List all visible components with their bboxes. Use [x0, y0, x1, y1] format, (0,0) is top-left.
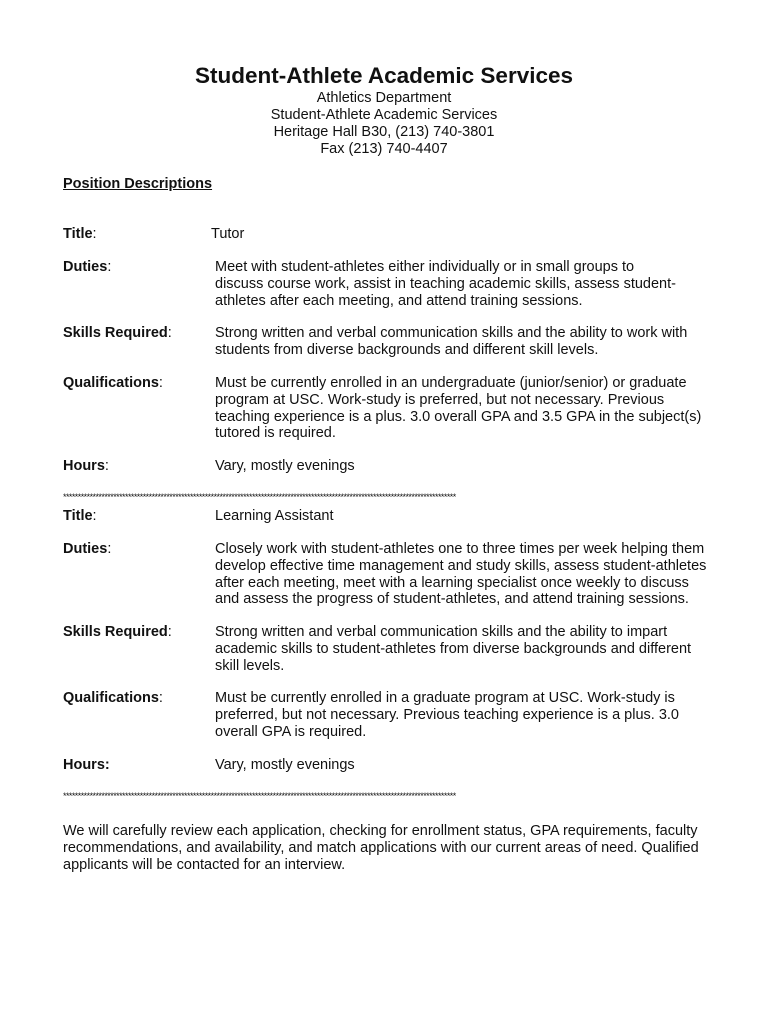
header-line-department: Athletics Department [316, 90, 452, 106]
closing-paragraph: We will carefully review each application, checking for enrollment status, GPA requirements, faculty recommendations, and availability, and match applications with our current areas of need. Qualified applicants will be contacted for an interview. [63, 823, 699, 873]
separator-line: ************************************************************************************************************************************* [63, 492, 456, 502]
assistant-duties-text: Closely work with student-athletes one to three times per week helping them develop effective time management and study skills, assess student-athletes after each meeting, meet with a learning specialist once weekly to discuss and assess the progress of student-athletes, and attend training sessions. [215, 541, 707, 608]
assistant-duties-label: Duties: [63, 541, 112, 557]
header-line-office: Student-Athlete Academic Services [270, 107, 498, 123]
assistant-title-value: Learning Assistant [215, 508, 334, 524]
assistant-qualifications-text: Must be currently enrolled in a graduate program at USC. Work-study is preferred, but not necessary. Previous teaching experience is a plus. 3.0 overall GPA is required. [215, 690, 679, 740]
header-line-address: Heritage Hall B30, (213) 740-3801 [273, 124, 495, 140]
assistant-skills-label: Skills Required: [63, 624, 172, 640]
tutor-title-label: Title: [63, 226, 97, 242]
tutor-hours-value: Vary, mostly evenings [215, 458, 355, 474]
assistant-title-label: Title: [63, 508, 97, 524]
assistant-hours-value: Vary, mostly evenings [215, 757, 355, 773]
tutor-skills-text: Strong written and verbal communication skills and the ability to work with students from diverse backgrounds and different skill levels. [215, 325, 688, 358]
section-heading: Position Descriptions [63, 176, 213, 192]
tutor-title-value: Tutor [211, 226, 245, 242]
separator-line: ************************************************************************************************************************************* [63, 791, 456, 801]
tutor-skills-label: Skills Required: [63, 325, 172, 341]
tutor-qualifications-label: Qualifications: [63, 375, 163, 391]
tutor-hours-label: Hours: [63, 458, 109, 474]
tutor-duties-label: Duties: [63, 259, 112, 275]
document-title: Student-Athlete Academic Services [194, 63, 574, 88]
header-line-fax: Fax (213) 740-4407 [320, 141, 448, 157]
tutor-qualifications-text: Must be currently enrolled in an undergraduate (junior/senior) or graduate program at USC. Work-study is preferred, but not necessary. Previous teaching experience is a plus. 3.0 overall GPA and 3.5 GPA in the subject(s) tutored is required. [215, 375, 702, 442]
assistant-skills-text: Strong written and verbal communication skills and the ability to impart academic skills to student-athletes from diverse backgrounds and different skill levels. [215, 624, 692, 674]
assistant-qualifications-label: Qualifications: [63, 690, 163, 706]
tutor-duties-text: Meet with student-athletes either individually or in small groups to discuss course work, assist in teaching academic skills, assess student- athletes after each meeting, and attend training sessions. [215, 259, 676, 309]
assistant-hours-label: Hours: [63, 757, 110, 773]
